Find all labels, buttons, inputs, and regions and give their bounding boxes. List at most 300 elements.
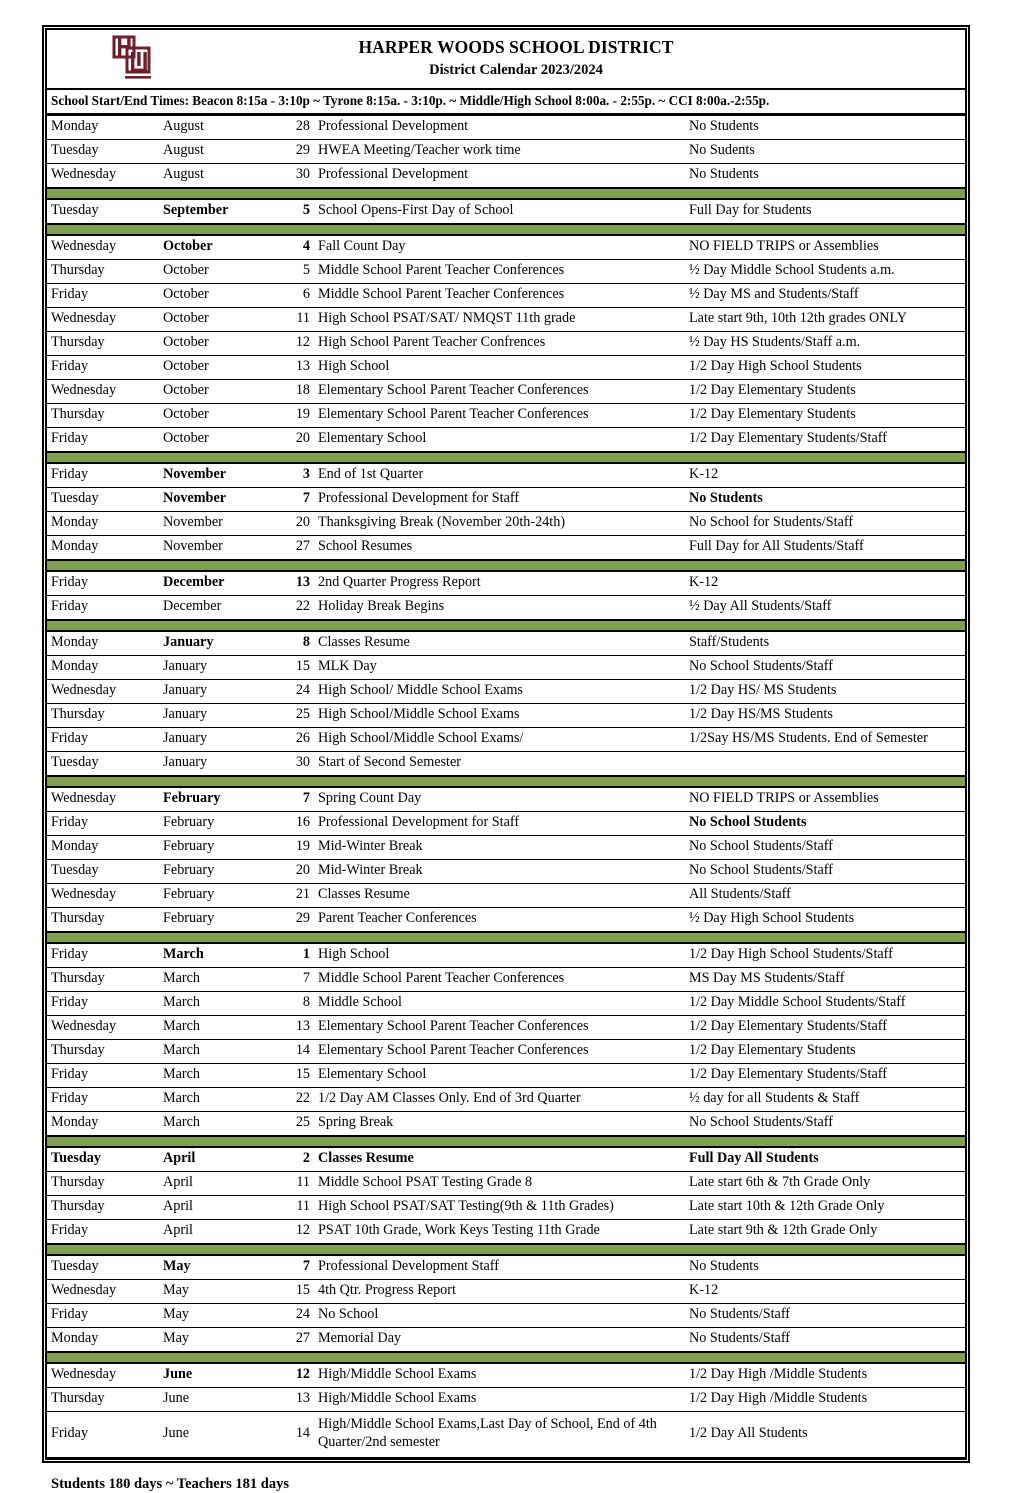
- cell-note: All Students/Staff: [685, 883, 965, 907]
- cell-weekday: Wednesday: [47, 787, 159, 812]
- cell-note: K-12: [685, 571, 965, 596]
- cell-month: February: [159, 787, 272, 812]
- table-row: [47, 811, 965, 835]
- cell-date: 11: [272, 1171, 314, 1195]
- table-row: [47, 1147, 965, 1172]
- table-row: [47, 139, 965, 163]
- table-row: [47, 907, 965, 932]
- header-titles: [217, 36, 965, 79]
- table-row: [47, 1279, 965, 1303]
- cell-note: ½ Day All Students/Staff: [685, 595, 965, 620]
- cell-weekday: Friday: [47, 463, 159, 488]
- cell-event: High School/Middle School Exams/: [314, 727, 685, 751]
- cell-event: High/Middle School Exams: [314, 1363, 685, 1388]
- cell-note: [685, 751, 965, 776]
- cell-note: No Students: [685, 1255, 965, 1280]
- cell-month: January: [159, 631, 272, 656]
- cell-weekday: Friday: [47, 1219, 159, 1244]
- table-row: [47, 283, 965, 307]
- month-separator-band: [47, 1136, 965, 1147]
- cell-weekday: Thursday: [47, 967, 159, 991]
- cell-weekday: Friday: [47, 1411, 159, 1457]
- table-row: [47, 727, 965, 751]
- cell-month: October: [159, 283, 272, 307]
- cell-event: Professional Development for Staff: [314, 811, 685, 835]
- cell-event: 4th Qtr. Progress Report: [314, 1279, 685, 1303]
- cell-month: November: [159, 511, 272, 535]
- cell-note: No School Students: [685, 811, 965, 835]
- district-logo: [47, 33, 217, 83]
- cell-month: November: [159, 535, 272, 560]
- cell-event: Professional Development: [314, 115, 685, 139]
- cell-date: 11: [272, 307, 314, 331]
- cell-event: No School: [314, 1303, 685, 1327]
- cell-event: School Opens-First Day of School: [314, 199, 685, 224]
- cell-event: High/Middle School Exams: [314, 1387, 685, 1411]
- page-title: HARPER WOODS SCHOOL DISTRICT: [358, 37, 674, 58]
- cell-weekday: Wednesday: [47, 163, 159, 188]
- table-row: [47, 967, 965, 991]
- cell-weekday: Monday: [47, 655, 159, 679]
- cell-date: 19: [272, 835, 314, 859]
- table-row: [47, 115, 965, 139]
- cell-date: 8: [272, 991, 314, 1015]
- cell-note: Full Day for All Students/Staff: [685, 535, 965, 560]
- table-row: [47, 883, 965, 907]
- cell-note: No School Students/Staff: [685, 1111, 965, 1136]
- table-row: [47, 1327, 965, 1352]
- cell-event: Classes Resume: [314, 631, 685, 656]
- cell-event: School Resumes: [314, 535, 685, 560]
- month-separator-band: [47, 620, 965, 631]
- cell-weekday: Friday: [47, 1303, 159, 1327]
- cell-month: October: [159, 355, 272, 379]
- cell-date: 13: [272, 355, 314, 379]
- cell-date: 25: [272, 1111, 314, 1136]
- cell-date: 14: [272, 1411, 314, 1457]
- cell-weekday: Wednesday: [47, 307, 159, 331]
- cell-date: 24: [272, 1303, 314, 1327]
- cell-note: 1/2 Day High School Students/Staff: [685, 943, 965, 968]
- table-row: [47, 1087, 965, 1111]
- cell-note: Full Day for Students: [685, 199, 965, 224]
- cell-weekday: Wednesday: [47, 235, 159, 260]
- cell-weekday: Monday: [47, 835, 159, 859]
- cell-weekday: Friday: [47, 595, 159, 620]
- cell-month: October: [159, 235, 272, 260]
- table-row: [47, 859, 965, 883]
- cell-weekday: Monday: [47, 511, 159, 535]
- cell-date: 30: [272, 163, 314, 188]
- cell-month: October: [159, 307, 272, 331]
- cell-weekday: Friday: [47, 811, 159, 835]
- cell-event: High School/Middle School Exams: [314, 703, 685, 727]
- cell-date: 27: [272, 535, 314, 560]
- table-row: [47, 199, 965, 224]
- cell-weekday: Friday: [47, 355, 159, 379]
- table-row: [47, 487, 965, 511]
- cell-note: 1/2 Day Elementary Students: [685, 379, 965, 403]
- cell-weekday: Friday: [47, 727, 159, 751]
- cell-month: May: [159, 1327, 272, 1352]
- cell-weekday: Thursday: [47, 1171, 159, 1195]
- month-separator-december: [47, 560, 965, 571]
- cell-date: 11: [272, 1195, 314, 1219]
- cell-event: Classes Resume: [314, 1147, 685, 1172]
- cell-date: 12: [272, 1219, 314, 1244]
- cell-month: March: [159, 1111, 272, 1136]
- cell-date: 25: [272, 703, 314, 727]
- table-row: [47, 163, 965, 188]
- cell-event: Professional Development Staff: [314, 1255, 685, 1280]
- cell-date: 5: [272, 259, 314, 283]
- cell-event: Professional Development for Staff: [314, 487, 685, 511]
- cell-event: Mid-Winter Break: [314, 835, 685, 859]
- cell-note: NO FIELD TRIPS or Assemblies: [685, 787, 965, 812]
- cell-weekday: Tuesday: [47, 1147, 159, 1172]
- cell-weekday: Wednesday: [47, 1015, 159, 1039]
- cell-event: 1/2 Day AM Classes Only. End of 3rd Quarter: [314, 1087, 685, 1111]
- cell-date: 20: [272, 427, 314, 452]
- cell-date: 13: [272, 1015, 314, 1039]
- cell-weekday: Monday: [47, 115, 159, 139]
- cell-date: 16: [272, 811, 314, 835]
- cell-date: 20: [272, 859, 314, 883]
- cell-event: High School: [314, 355, 685, 379]
- cell-note: K-12: [685, 1279, 965, 1303]
- cell-event: Fall Count Day: [314, 235, 685, 260]
- cell-date: 3: [272, 463, 314, 488]
- cell-note: ½ Day Middle School Students a.m.: [685, 259, 965, 283]
- month-separator-band: [47, 560, 965, 571]
- cell-event: Middle School Parent Teacher Conferences: [314, 259, 685, 283]
- cell-event: Middle School PSAT Testing Grade 8: [314, 1171, 685, 1195]
- calendar-page: [45, 28, 967, 1493]
- cell-month: March: [159, 967, 272, 991]
- month-separator-band: [47, 776, 965, 787]
- table-row: [47, 235, 965, 260]
- cell-event: High School/ Middle School Exams: [314, 679, 685, 703]
- table-row: [47, 307, 965, 331]
- cell-weekday: Tuesday: [47, 1255, 159, 1280]
- cell-note: ½ Day High School Students: [685, 907, 965, 932]
- table-row: [47, 403, 965, 427]
- table-row: [47, 355, 965, 379]
- cell-note: No Students/Staff: [685, 1303, 965, 1327]
- cell-date: 8: [272, 631, 314, 656]
- cell-note: ½ Day MS and Students/Staff: [685, 283, 965, 307]
- cell-note: 1/2 Day All Students: [685, 1411, 965, 1457]
- table-row: [47, 1387, 965, 1411]
- school-times-bar: School Start/End Times: Beacon 8:15a - 3:10p ~ Tyrone 8:15a. - 3:10p. ~ Middle/High School 8:00a. - 2:55p. ~ CCI 8:00a.-2:55p.: [47, 90, 965, 115]
- cell-month: February: [159, 859, 272, 883]
- table-row: [47, 1255, 965, 1280]
- cell-month: February: [159, 835, 272, 859]
- cell-note: 1/2 Day High School Students: [685, 355, 965, 379]
- cell-date: 24: [272, 679, 314, 703]
- cell-event: Memorial Day: [314, 1327, 685, 1352]
- cell-date: 28: [272, 115, 314, 139]
- month-separator-march: [47, 932, 965, 943]
- cell-note: Full Day All Students: [685, 1147, 965, 1172]
- table-row: [47, 535, 965, 560]
- month-separator-september: [47, 188, 965, 199]
- cell-date: 12: [272, 1363, 314, 1388]
- cell-note: NO FIELD TRIPS or Assemblies: [685, 235, 965, 260]
- calendar-frame: [45, 28, 967, 1460]
- cell-note: K-12: [685, 463, 965, 488]
- cell-note: No School Students/Staff: [685, 835, 965, 859]
- cell-date: 15: [272, 655, 314, 679]
- table-row: [47, 1195, 965, 1219]
- table-row: [47, 1411, 965, 1457]
- cell-event: MLK Day: [314, 655, 685, 679]
- cell-month: May: [159, 1303, 272, 1327]
- month-separator-band: [47, 452, 965, 463]
- hw-monogram-logo-icon: [110, 33, 154, 83]
- cell-weekday: Monday: [47, 631, 159, 656]
- table-row: [47, 1171, 965, 1195]
- cell-note: Late start 9th & 12th Grade Only: [685, 1219, 965, 1244]
- cell-date: 20: [272, 511, 314, 535]
- month-separator-band: [47, 224, 965, 235]
- cell-note: No Students/Staff: [685, 1327, 965, 1352]
- cell-event: High School PSAT/SAT Testing(9th & 11th Grades): [314, 1195, 685, 1219]
- table-row: [47, 1219, 965, 1244]
- calendar-body: [47, 115, 965, 1457]
- cell-note: Late start 10th & 12th Grade Only: [685, 1195, 965, 1219]
- table-row: [47, 631, 965, 656]
- cell-month: August: [159, 139, 272, 163]
- table-row: [47, 379, 965, 403]
- table-row: [47, 571, 965, 596]
- cell-month: April: [159, 1195, 272, 1219]
- cell-note: 1/2 Day Elementary Students/Staff: [685, 1015, 965, 1039]
- cell-note: Late start 6th & 7th Grade Only: [685, 1171, 965, 1195]
- cell-month: January: [159, 703, 272, 727]
- cell-event: Spring Count Day: [314, 787, 685, 812]
- cell-date: 27: [272, 1327, 314, 1352]
- cell-note: 1/2Say HS/MS Students. End of Semester: [685, 727, 965, 751]
- cell-weekday: Thursday: [47, 259, 159, 283]
- cell-event: Elementary School Parent Teacher Conferences: [314, 1015, 685, 1039]
- cell-note: Late start 9th, 10th 12th grades ONLY: [685, 307, 965, 331]
- month-separator-may: [47, 1244, 965, 1255]
- cell-date: 14: [272, 1039, 314, 1063]
- cell-weekday: Tuesday: [47, 139, 159, 163]
- cell-weekday: Friday: [47, 571, 159, 596]
- cell-event: Middle School Parent Teacher Conferences: [314, 967, 685, 991]
- calendar-subtitle: District Calendar 2023/2024: [429, 61, 603, 78]
- cell-event: Parent Teacher Conferences: [314, 907, 685, 932]
- month-separator-band: [47, 1352, 965, 1363]
- cell-month: January: [159, 751, 272, 776]
- cell-note: 1/2 Day Elementary Students/Staff: [685, 427, 965, 452]
- cell-date: 4: [272, 235, 314, 260]
- cell-note: No Sudents: [685, 139, 965, 163]
- cell-month: April: [159, 1171, 272, 1195]
- cell-note: No School Students/Staff: [685, 655, 965, 679]
- cell-weekday: Thursday: [47, 703, 159, 727]
- cell-month: November: [159, 463, 272, 488]
- cell-date: 29: [272, 139, 314, 163]
- cell-weekday: Tuesday: [47, 859, 159, 883]
- cell-note: 1/2 Day HS/MS Students: [685, 703, 965, 727]
- table-row: [47, 1063, 965, 1087]
- cell-event: Elementary School Parent Teacher Conferences: [314, 379, 685, 403]
- cell-note: MS Day MS Students/Staff: [685, 967, 965, 991]
- cell-event: High School PSAT/SAT/ NMQST 11th grade: [314, 307, 685, 331]
- cell-date: 7: [272, 967, 314, 991]
- cell-date: 7: [272, 787, 314, 812]
- cell-date: 13: [272, 1387, 314, 1411]
- table-row: [47, 703, 965, 727]
- cell-note: ½ day for all Students & Staff: [685, 1087, 965, 1111]
- cell-date: 15: [272, 1279, 314, 1303]
- cell-month: August: [159, 163, 272, 188]
- cell-weekday: Wednesday: [47, 1279, 159, 1303]
- cell-weekday: Wednesday: [47, 883, 159, 907]
- cell-note: Staff/Students: [685, 631, 965, 656]
- table-row: [47, 595, 965, 620]
- cell-weekday: Thursday: [47, 1195, 159, 1219]
- table-row: [47, 1015, 965, 1039]
- cell-event: High School: [314, 943, 685, 968]
- days-count-note: Students 180 days ~ Teachers 181 days: [51, 1475, 289, 1492]
- month-separator-band: [47, 1244, 965, 1255]
- cell-event: Elementary School: [314, 427, 685, 452]
- table-row: [47, 655, 965, 679]
- cell-note: No School Students/Staff: [685, 859, 965, 883]
- cell-weekday: Friday: [47, 1087, 159, 1111]
- table-row: [47, 511, 965, 535]
- cell-month: March: [159, 1063, 272, 1087]
- cell-date: 26: [272, 727, 314, 751]
- table-row: [47, 835, 965, 859]
- cell-weekday: Thursday: [47, 331, 159, 355]
- cell-date: 21: [272, 883, 314, 907]
- cell-event: Classes Resume: [314, 883, 685, 907]
- table-row: [47, 427, 965, 452]
- cell-weekday: Tuesday: [47, 199, 159, 224]
- cell-note: 1/2 Day Elementary Students/Staff: [685, 1063, 965, 1087]
- cell-month: October: [159, 379, 272, 403]
- cell-month: January: [159, 655, 272, 679]
- cell-month: March: [159, 943, 272, 968]
- cell-weekday: Friday: [47, 283, 159, 307]
- cell-weekday: Thursday: [47, 403, 159, 427]
- cell-event: PSAT 10th Grade, Work Keys Testing 11th Grade: [314, 1219, 685, 1244]
- cell-month: October: [159, 403, 272, 427]
- month-separator-february: [47, 776, 965, 787]
- cell-month: June: [159, 1411, 272, 1457]
- calendar-table: [47, 115, 965, 1458]
- cell-event: Middle School Parent Teacher Conferences: [314, 283, 685, 307]
- month-separator-january: [47, 620, 965, 631]
- table-row: [47, 943, 965, 968]
- cell-weekday: Thursday: [47, 1387, 159, 1411]
- cell-date: 7: [272, 487, 314, 511]
- cell-event: Start of Second Semester: [314, 751, 685, 776]
- cell-month: February: [159, 811, 272, 835]
- table-row: [47, 787, 965, 812]
- cell-month: February: [159, 907, 272, 932]
- cell-month: January: [159, 679, 272, 703]
- cell-note: No School for Students/Staff: [685, 511, 965, 535]
- calendar-header: [47, 30, 965, 90]
- cell-date: 5: [272, 199, 314, 224]
- cell-event: Elementary School Parent Teacher Conferences: [314, 1039, 685, 1063]
- month-separator-band: [47, 188, 965, 199]
- cell-date: 29: [272, 907, 314, 932]
- cell-weekday: Monday: [47, 535, 159, 560]
- cell-weekday: Tuesday: [47, 487, 159, 511]
- cell-month: March: [159, 1039, 272, 1063]
- table-row: [47, 1039, 965, 1063]
- cell-date: 22: [272, 595, 314, 620]
- cell-date: 2: [272, 1147, 314, 1172]
- cell-month: October: [159, 331, 272, 355]
- cell-weekday: Monday: [47, 1327, 159, 1352]
- cell-month: September: [159, 199, 272, 224]
- cell-weekday: Friday: [47, 943, 159, 968]
- cell-weekday: Wednesday: [47, 679, 159, 703]
- cell-note: 1/2 Day Middle School Students/Staff: [685, 991, 965, 1015]
- cell-note: 1/2 Day High /Middle Students: [685, 1363, 965, 1388]
- cell-event: HWEA Meeting/Teacher work time: [314, 139, 685, 163]
- cell-date: 12: [272, 331, 314, 355]
- cell-note: 1/2 Day HS/ MS Students: [685, 679, 965, 703]
- cell-date: 7: [272, 1255, 314, 1280]
- cell-note: 1/2 Day Elementary Students: [685, 403, 965, 427]
- cell-event: Holiday Break Begins: [314, 595, 685, 620]
- cell-month: April: [159, 1147, 272, 1172]
- cell-event: Spring Break: [314, 1111, 685, 1136]
- cell-note: No Students: [685, 115, 965, 139]
- cell-month: May: [159, 1279, 272, 1303]
- table-row: [47, 1303, 965, 1327]
- cell-event: High School Parent Teacher Confrences: [314, 331, 685, 355]
- cell-month: January: [159, 727, 272, 751]
- cell-date: 15: [272, 1063, 314, 1087]
- table-row: [47, 1111, 965, 1136]
- cell-month: June: [159, 1363, 272, 1388]
- cell-event: Mid-Winter Break: [314, 859, 685, 883]
- cell-weekday: Thursday: [47, 907, 159, 932]
- month-separator-june: [47, 1352, 965, 1363]
- cell-month: October: [159, 427, 272, 452]
- cell-month: March: [159, 1087, 272, 1111]
- table-row: [47, 1363, 965, 1388]
- cell-event: Thanksgiving Break (November 20th-24th): [314, 511, 685, 535]
- cell-note: No Students: [685, 163, 965, 188]
- cell-month: November: [159, 487, 272, 511]
- cell-month: May: [159, 1255, 272, 1280]
- cell-month: March: [159, 1015, 272, 1039]
- table-row: [47, 751, 965, 776]
- cell-date: 6: [272, 283, 314, 307]
- cell-note: ½ Day HS Students/Staff a.m.: [685, 331, 965, 355]
- cell-event: Elementary School Parent Teacher Conferences: [314, 403, 685, 427]
- cell-weekday: Wednesday: [47, 379, 159, 403]
- cell-month: December: [159, 571, 272, 596]
- cell-date: 1: [272, 943, 314, 968]
- cell-weekday: Monday: [47, 1111, 159, 1136]
- cell-event: End of 1st Quarter: [314, 463, 685, 488]
- cell-month: April: [159, 1219, 272, 1244]
- month-separator-april: [47, 1136, 965, 1147]
- month-separator-band: [47, 932, 965, 943]
